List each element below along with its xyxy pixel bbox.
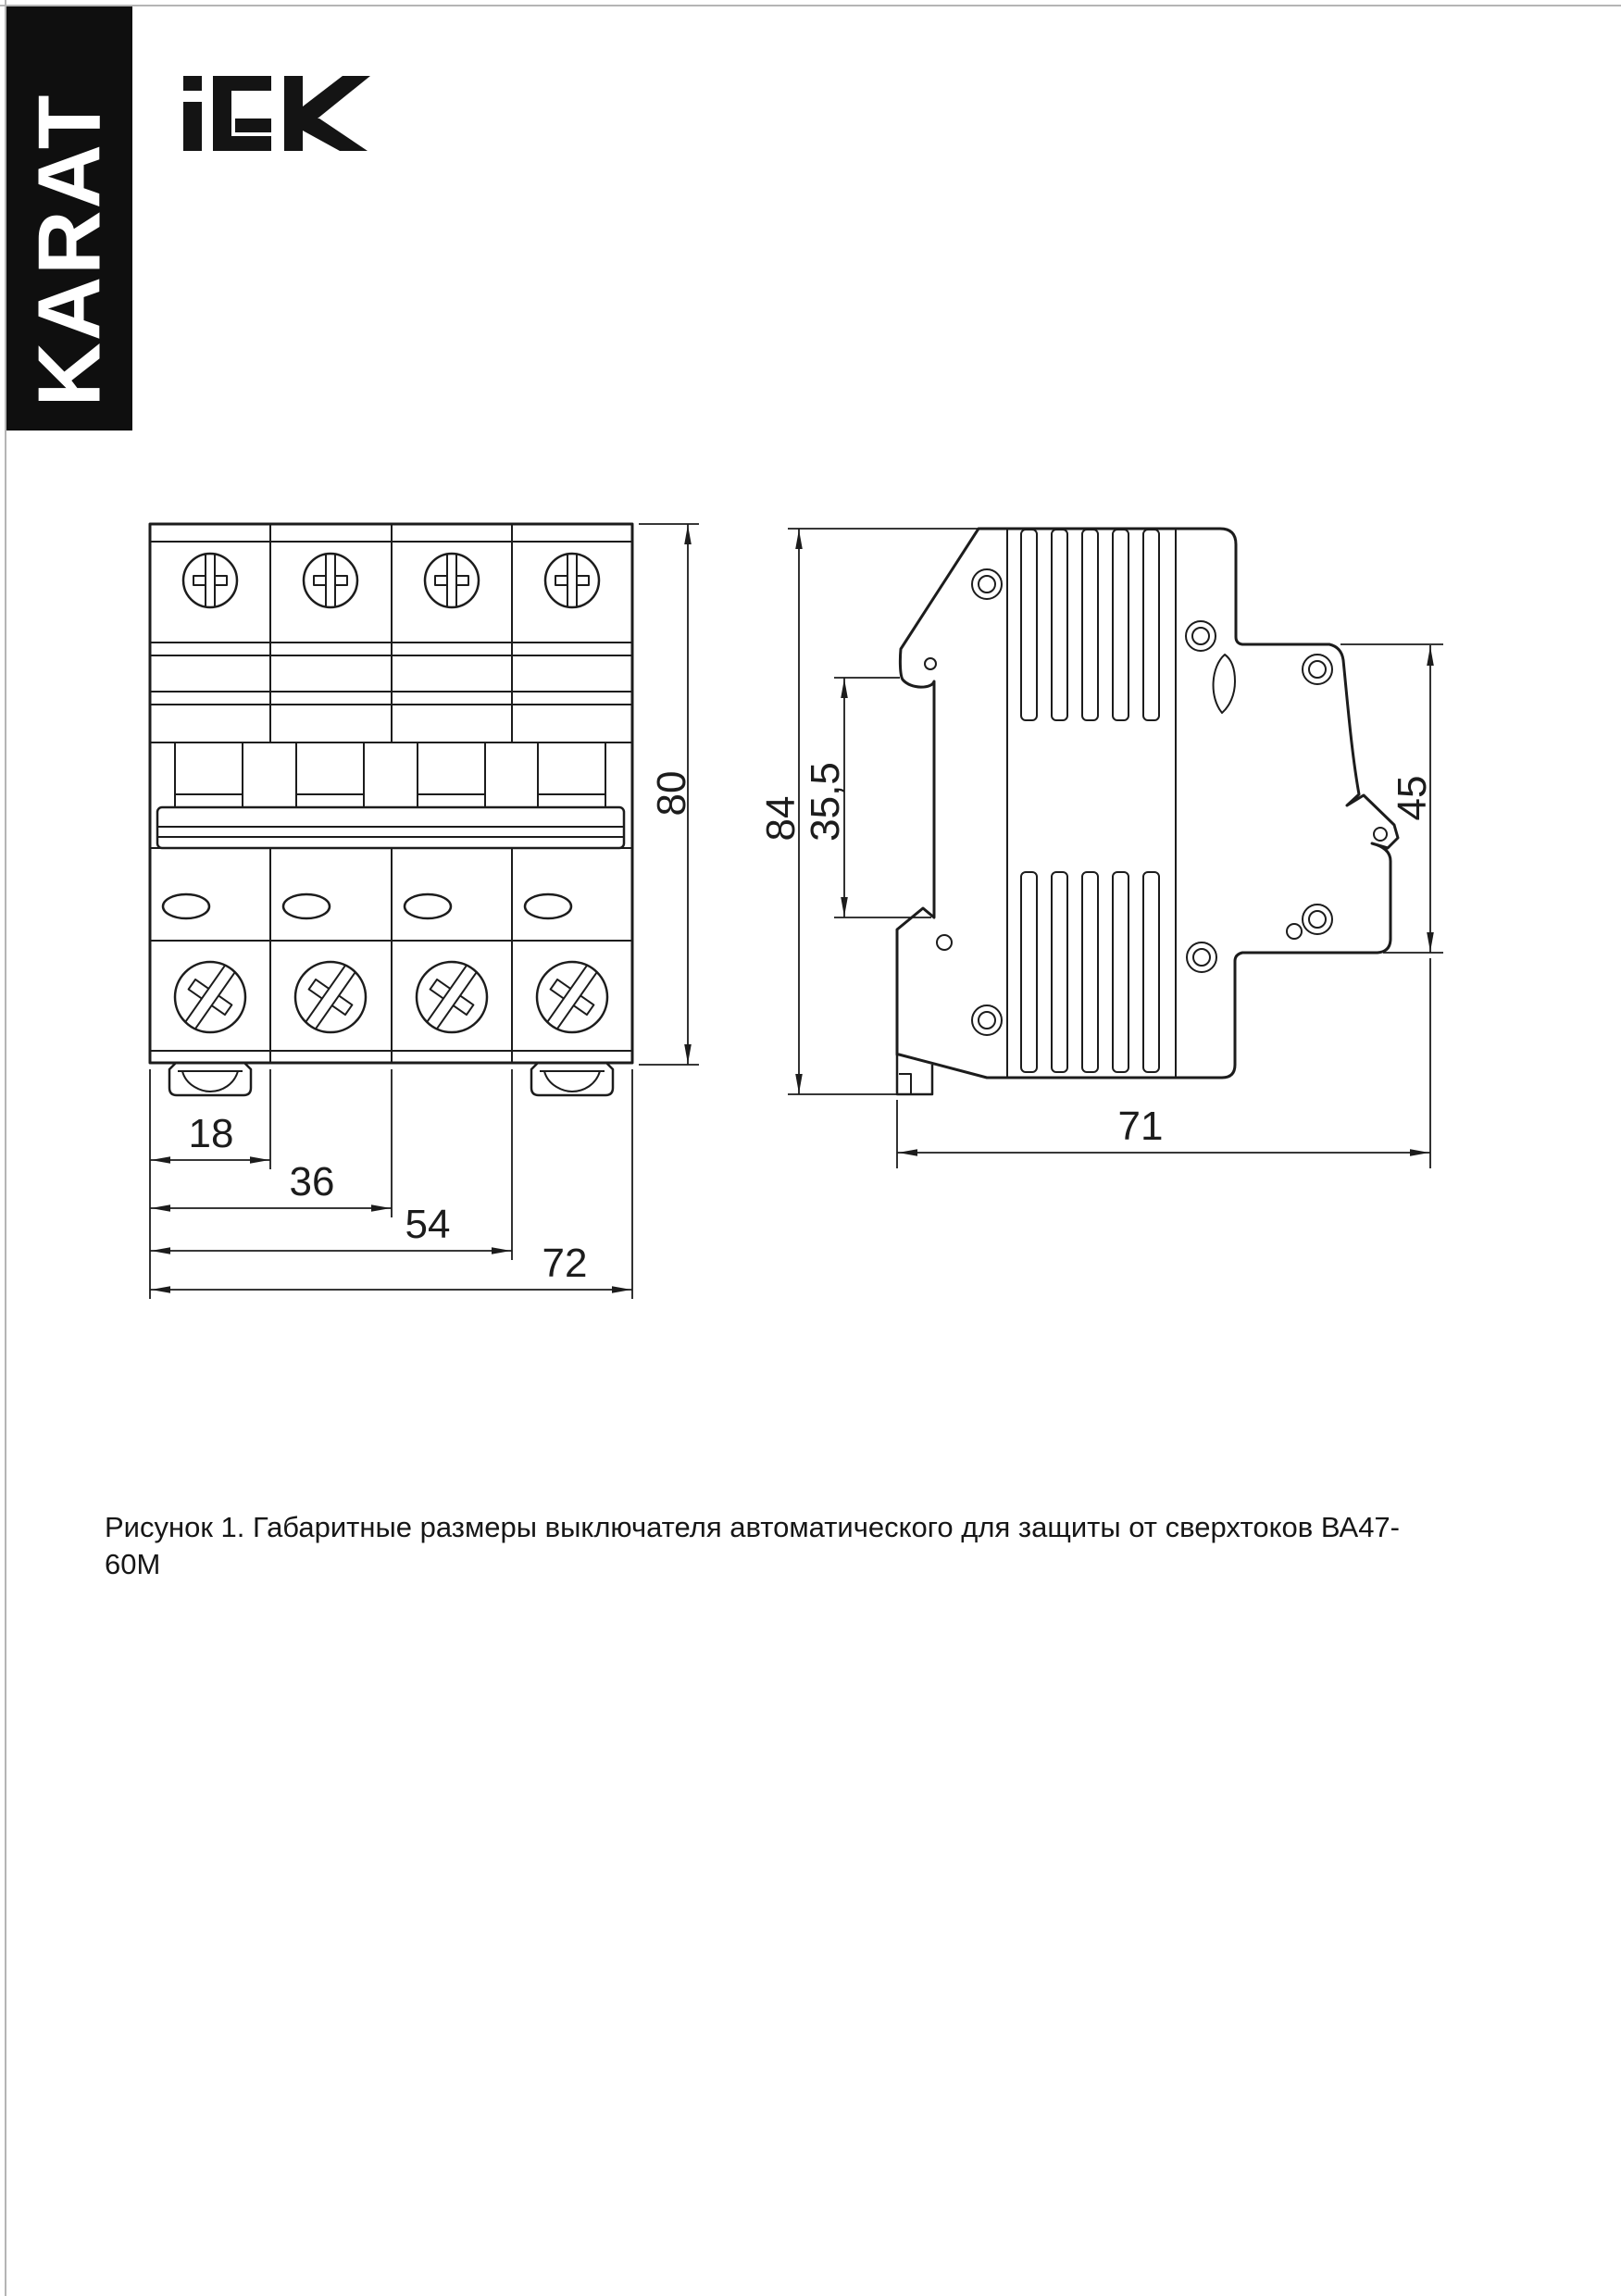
screw-bottom-1	[172, 956, 248, 1038]
side-vent-slots-lower	[1021, 872, 1159, 1072]
side-view	[758, 529, 1443, 1168]
front-w54-label: 54	[405, 1202, 451, 1247]
screw-top-1	[183, 554, 237, 607]
din-clip-left	[169, 1063, 251, 1095]
rivet-4	[1303, 905, 1332, 934]
rivet-3	[1303, 655, 1332, 684]
side-height-label: 84	[758, 795, 804, 842]
side-rivets	[925, 569, 1387, 1035]
front-height-label: 80	[649, 770, 694, 817]
pin-toggle	[1374, 828, 1387, 841]
logo-i-dot	[183, 76, 202, 91]
rivet-5	[1187, 942, 1216, 972]
iek-logo	[183, 76, 370, 151]
rivet-6	[972, 1005, 1002, 1035]
front-indicator-windows	[163, 894, 571, 918]
logo-k-lower-leg	[303, 119, 368, 151]
logo-k-upper-leg	[303, 76, 370, 119]
side-vent-slots-upper	[1021, 530, 1159, 720]
pin-lower-latch	[937, 935, 952, 950]
side-depth-label: 71	[1117, 1104, 1164, 1149]
side-curved-slot	[1214, 655, 1235, 713]
side-dimensions	[758, 529, 1443, 1168]
front-toggle-area	[157, 742, 624, 848]
screw-bottom-4	[534, 956, 610, 1038]
rivet-2	[1186, 621, 1216, 651]
side-body-outline	[897, 529, 1398, 1078]
pin-face-lower	[1287, 924, 1302, 939]
banner-label: KARAT	[19, 93, 119, 407]
side-face-label: 45	[1390, 775, 1435, 821]
figure-caption: Рисунок 1. Габаритные размеры выключателя автоматического для защиты от сверхтоков ВА47-60М	[105, 1511, 1400, 1580]
front-w72-label: 72	[542, 1241, 588, 1286]
logo-e-bottom-arm	[213, 136, 271, 151]
logo-i-bar	[183, 102, 202, 151]
screw-top-3	[425, 554, 479, 607]
din-clip-right	[531, 1063, 613, 1095]
front-dimensions	[150, 524, 699, 1299]
side-vent-panel	[1007, 529, 1176, 1078]
pin-top-hook	[925, 658, 936, 669]
front-w18-label: 18	[188, 1111, 234, 1156]
screw-top-2	[304, 554, 357, 607]
toggle-tie-bar	[157, 807, 624, 848]
logo-e-mid-arm	[235, 119, 271, 132]
screw-bottom-3	[414, 956, 490, 1038]
logo-k-stem	[284, 76, 303, 151]
screw-bottom-2	[293, 956, 368, 1038]
rivet-1	[972, 569, 1002, 599]
side-recess-label: 35,5	[803, 762, 848, 842]
screw-top-4	[545, 554, 599, 607]
front-view	[150, 524, 699, 1299]
logo-e-top-arm	[213, 76, 271, 91]
front-w36-label: 36	[289, 1159, 335, 1204]
